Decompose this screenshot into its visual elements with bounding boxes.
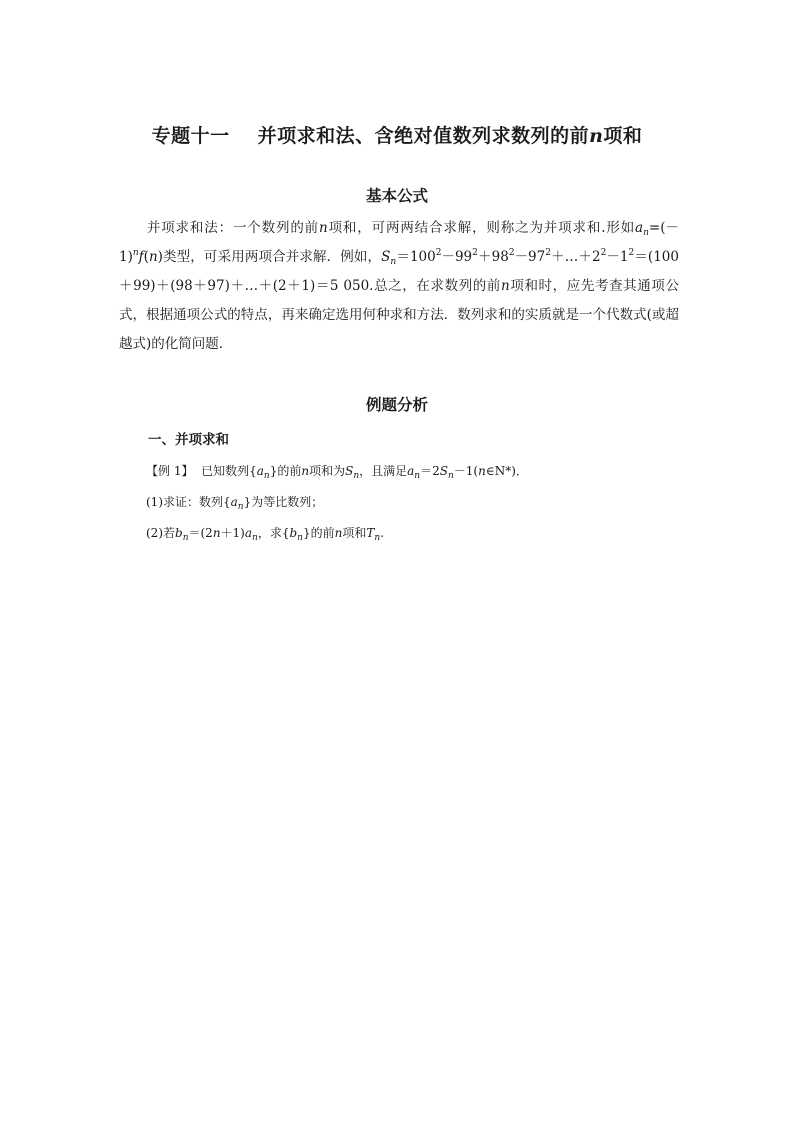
example-1-statement: 【例 1】 已知数列$\{a_n\}$的前n项和为$S_n$，且满足$a_n=2S_n-1(n\in N*)$．	[146, 464, 528, 481]
example-1-question-2: (2)若$b_n=(2n+1)a_n$，求$\{b_n\}$的前n项和$T_n$.	[146, 526, 384, 543]
example-1-question-1: (1)求证：数列$\{a_n\}$为等比数列；	[146, 495, 324, 512]
section-heading-basic: 基本公式	[365, 187, 428, 205]
basic-paragraph: 并项求和法：一个数列的前n项和，可两两结合求解，则称之为并项求和.形如$a_n=(-1)^nf(n)$类型，可采用两项合并求解．例如，$S_n=100^2-99^2+98^2-97^2+\dots+2^2-1^2=(100+99)+(98+97)+\dots+(2+1)=5$ 050.总之，在求数列的前n项和时，应先考查其通项公式，根据通项公式的特点，再来确定选用何种求和方法．数列求和的实质就是一个代数式(或超越式)的化简问题．	[119, 220, 679, 352]
section-heading-examples: 例题分析	[365, 396, 428, 414]
title-var: n	[589, 125, 604, 147]
page-title	[0, 121, 794, 148]
example-label: 【例 1】	[146, 464, 194, 478]
title-prefix: 专题十一	[151, 125, 230, 147]
title-suffix: 项和	[603, 125, 643, 147]
title-main: 并项求和法、含绝对值数列求数列的前	[257, 125, 590, 147]
subsection-heading: 一、并项求和	[148, 432, 229, 448]
